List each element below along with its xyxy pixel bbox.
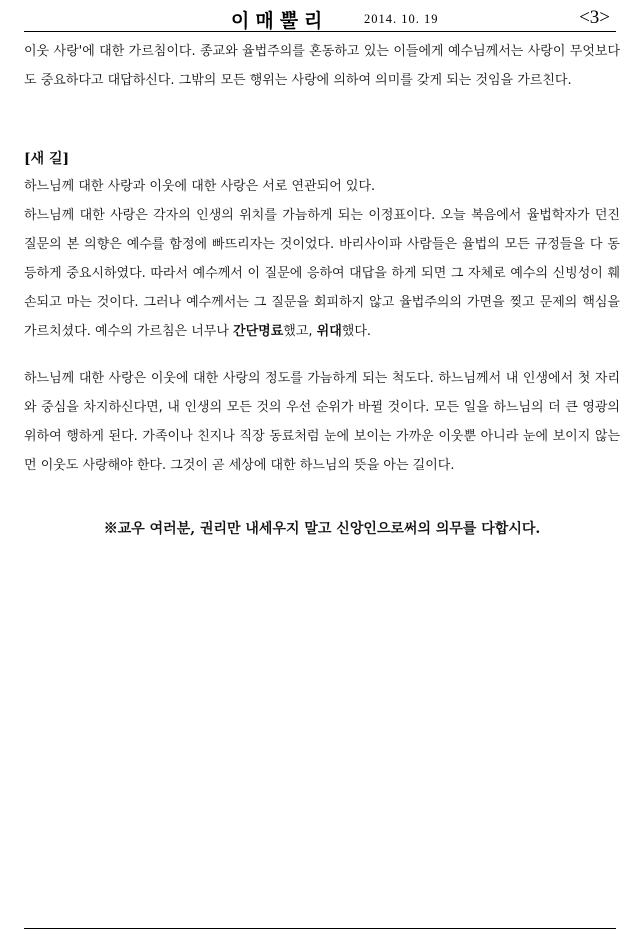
notice-text: ※교우 여러분, 권리만 내세우지 말고 신앙인으로써의 의무를 다합시다. [103,521,541,537]
paragraph-2-mid: 했고, [283,324,317,339]
spacer [24,480,620,516]
spacer [24,346,620,364]
page-content [24,37,620,542]
section-paragraph-2 [24,201,620,346]
header-divider [24,31,616,32]
emphasis-simple-clear: 간단명료 [233,324,284,339]
paragraph-2-end: 했다. [341,324,372,339]
spacer [24,95,620,147]
intro-paragraph: 이웃 사랑'에 대한 가르침이다. 종교와 율법주의를 혼동하고 있는 이들에게 예수님께서는 사랑이 무엇보다도 중요하다고 대답하신다. 그밖의 모든 행위는 사랑에 의하여 의미를 갖게 되는 것임을 가르친다. [24,44,620,88]
bulletin-title: 이매뿔리 [231,10,329,32]
bulletin-date: 2014. 10. 19 [364,12,439,26]
page-header [24,6,616,32]
emphasis-great: 위대 [316,324,342,339]
section-line-1: 하느님께 대한 사랑과 이웃에 대한 사랑은 서로 연관되어 있다. [24,179,376,194]
footer-divider [24,928,616,929]
section-paragraph-3: 하느님께 대한 사랑은 이웃에 대한 사랑의 정도를 가늠하게 되는 척도다. 하느님께서 내 인생에서 첫 자리와 중심을 차지하신다면, 내 인생의 모든 것의 우선 순위가 바뀔 것이다. 모든 일을 하느님의 더 큰 영광의 위하여 행하게 된다. 가족이나 친지나 직장 동료처럼 눈에 보이는 가까운 이웃뿐 아니라 눈에 보이지 않는 먼 이웃도 사랑해야 한다. 그것이 곧 세상에 대한 하느님의 뜻을 아는 길이다. [24,371,620,473]
paragraph-2-text: 하느님께 대한 사랑은 각자의 인생의 위치를 가늠하게 되는 이정표이다. 오늘 복음에서 율법학자가 던진 질문의 본 의향은 예수를 함정에 빠뜨리자는 것이었다. 바리사이파 사람들은 율법의 모든 규정들을 다 동등하게 중요시하였다. 따라서 예수께서 이 질문에 응하여 대답을 하게 되면 그 자체로 예수의 신빙성이 훼손되고 마는 것이다. 그러나 예수께서는 그 질문을 회피하지 않고 율법주의의 가면을 찢고 문제의 핵심을 가르치셨다. 예수의 가르침은 너무나 [24,208,620,339]
page-number: <3> [579,7,610,28]
section-heading: [새 길] [24,151,70,167]
